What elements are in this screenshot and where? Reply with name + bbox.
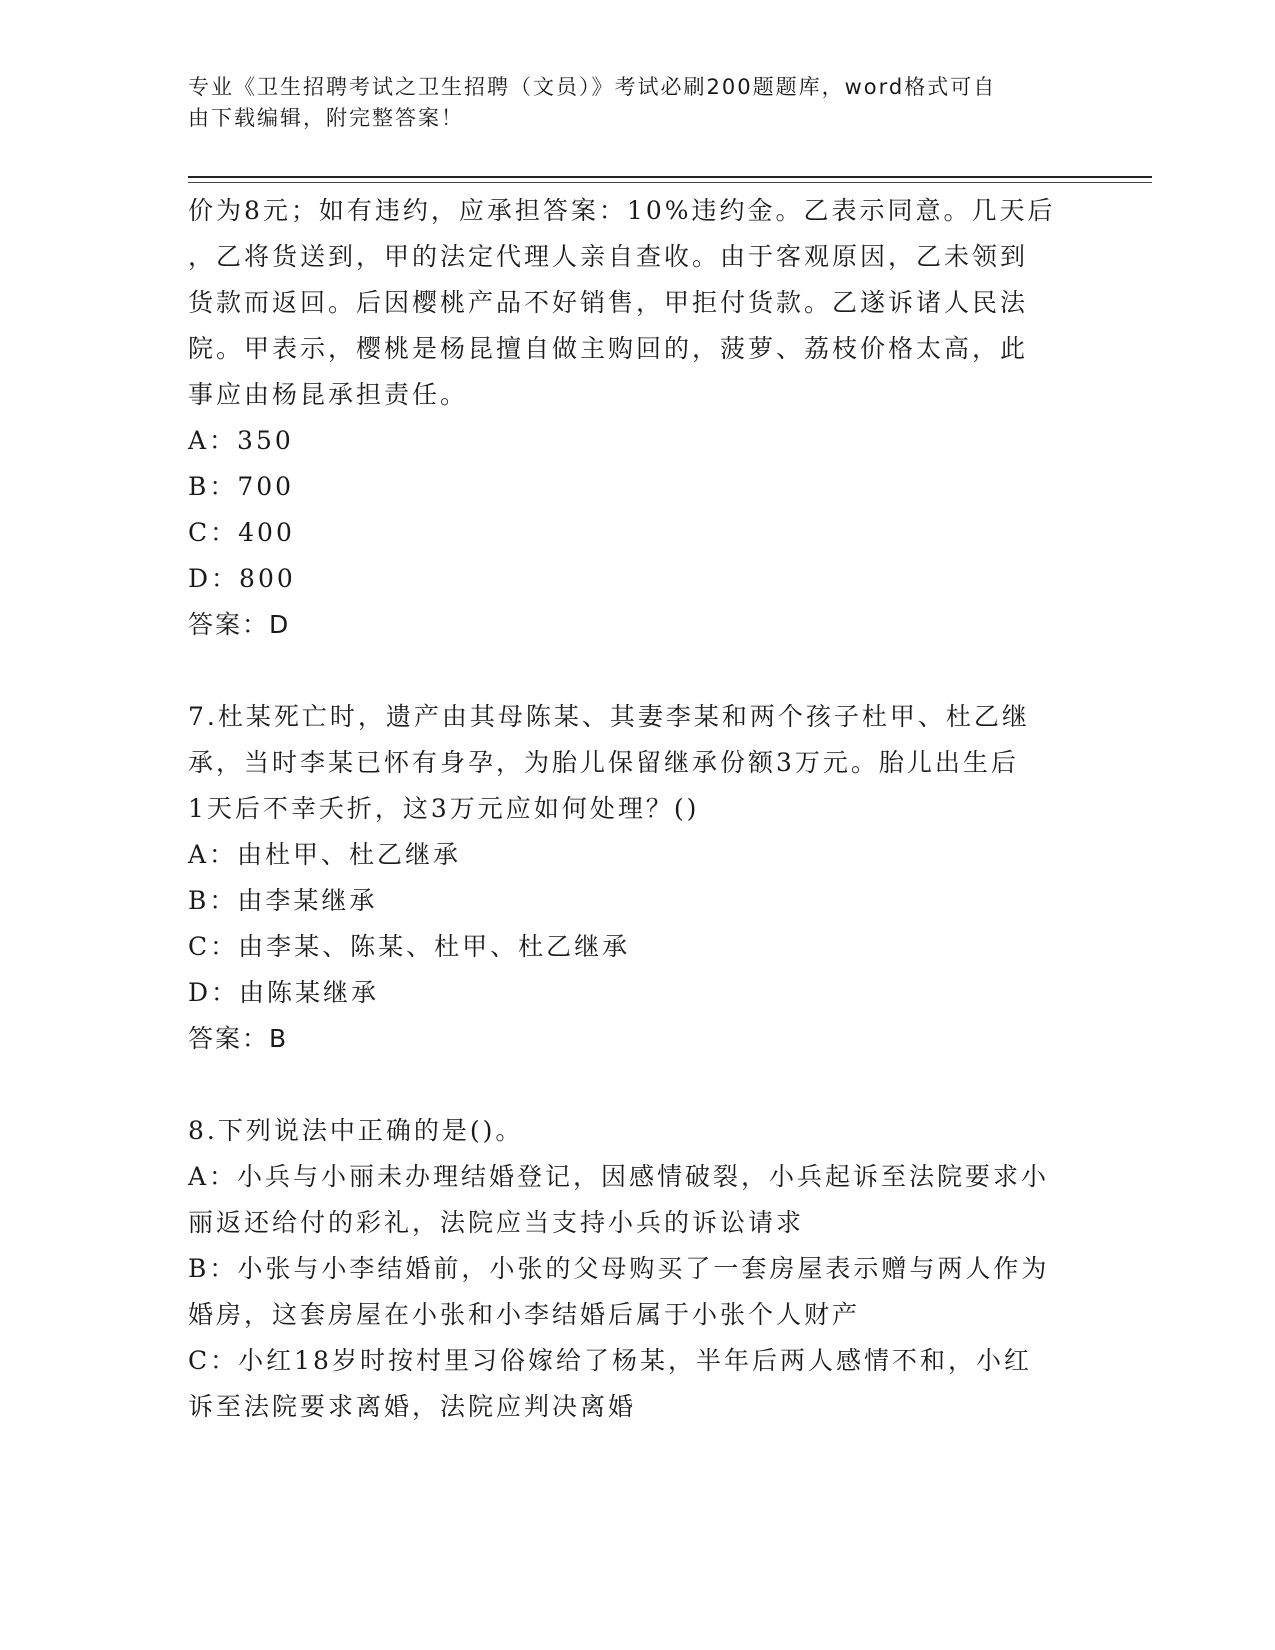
question-text-line: ，乙将货送到，甲的法定代理人亲自查收。由于客观原因，乙未领到 <box>188 242 1029 271</box>
question-6-tail <box>188 188 1088 648</box>
document-body <box>188 188 1088 1430</box>
option-c-line: 诉至法院要求离婚，法院应判决离婚 <box>188 1392 637 1421</box>
question-text-line: 院。甲表示，樱桃是杨昆擅自做主购回的，菠萝、荔枝价格太高，此 <box>188 334 1029 363</box>
option-b: B：由李某继承 <box>188 886 378 915</box>
header-rule-thin <box>188 182 1152 183</box>
answer-label: 答案：D <box>188 610 291 639</box>
option-a: A：350 <box>188 426 294 455</box>
document-header <box>188 72 1068 134</box>
option-d: D：由陈某继承 <box>188 978 380 1007</box>
answer-label: 答案：B <box>188 1024 289 1053</box>
option-a-line: A：小兵与小丽未办理结婚登记，因感情破裂，小兵起诉至法院要求小 <box>188 1162 1050 1191</box>
option-a-line: 丽返还给付的彩礼，法院应当支持小兵的诉讼请求 <box>188 1208 805 1237</box>
question-text-line: 价为8元；如有违约，应承担答案：10%违约金。乙表示同意。几天后 <box>188 196 1056 225</box>
option-d: D：800 <box>188 564 296 593</box>
question-text-line: 7.杜某死亡时，遗产由其母陈某、其妻李某和两个孩子杜甲、杜乙继 <box>188 702 1030 731</box>
option-c-line: C：小红18岁时按村里习俗嫁给了杨某，半年后两人感情不和，小红 <box>188 1346 1032 1375</box>
option-a: A：由杜甲、杜乙继承 <box>188 840 462 869</box>
option-b-line: 婚房，这套房屋在小张和小李结婚后属于小张个人财产 <box>188 1300 861 1329</box>
header-rule-thick <box>188 176 1152 178</box>
question-8 <box>188 1108 1088 1430</box>
question-text-line: 8.下列说法中正确的是()。 <box>188 1116 524 1145</box>
question-text-line: 承，当时李某已怀有身孕，为胎儿保留继承份额3万元。胎儿出生后 <box>188 748 1019 777</box>
question-text-line: 货款而返回。后因樱桃产品不好销售，甲拒付货款。乙遂诉诸人民法 <box>188 288 1029 317</box>
spacer <box>188 648 1088 694</box>
option-c: C：400 <box>188 518 295 547</box>
option-c: C：由李某、陈某、杜甲、杜乙继承 <box>188 932 631 961</box>
question-7 <box>188 694 1088 1062</box>
option-b: B：700 <box>188 472 295 501</box>
header-line-2: 由下载编辑，附完整答案！ <box>188 106 464 130</box>
header-line-1: 专业《卫生招聘考试之卫生招聘（文员）》考试必刷200题题库，word格式可自 <box>188 75 997 99</box>
question-text-line: 事应由杨昆承担责任。 <box>188 380 469 409</box>
option-b-line: B：小张与小李结婚前，小张的父母购买了一套房屋表示赠与两人作为 <box>188 1254 1050 1283</box>
question-text-line: 1天后不幸夭折，这3万元应如何处理？() <box>188 794 700 823</box>
spacer <box>188 1062 1088 1108</box>
